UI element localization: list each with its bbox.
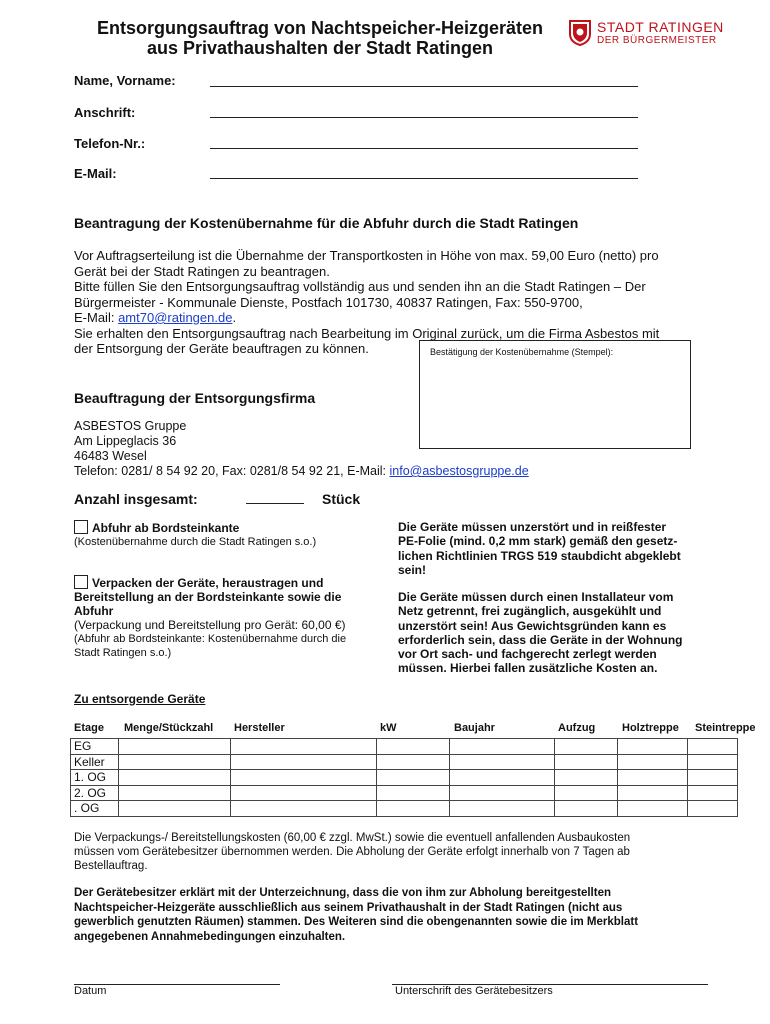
requirement-line: erforderlich sein, dass die Geräte in der Wohnung <box>398 632 683 647</box>
phone-label: Telefon-Nr.: <box>74 136 146 151</box>
date-label: Datum <box>74 985 107 997</box>
stamp-label: Bestätigung der Kostenübernahme (Stempel): <box>430 347 614 357</box>
requirement-line: sein! <box>398 562 427 577</box>
name-label: Name, Vorname: <box>74 73 176 88</box>
notice-line: Bestellauftrag. <box>74 860 148 872</box>
row-floor-label: . OG <box>71 801 119 817</box>
packaging-requirements <box>398 520 728 577</box>
total-count-label: Anzahl insgesamt: <box>74 491 198 507</box>
row-floor-label: 1. OG <box>71 770 119 786</box>
table-cell[interactable] <box>555 801 618 817</box>
declaration-line: angegebenen Annahmebedingungen einzuhalten. <box>74 930 346 943</box>
table-row <box>71 770 738 786</box>
row-floor-label: 2. OG <box>71 785 119 801</box>
table-cell[interactable] <box>118 754 230 770</box>
notice-line: Die Verpackungs-/ Bereitstellungskosten (60,00 € zzgl. MwSt.) sowie die eventuell anfallenden Ausbaukosten <box>74 832 631 844</box>
table-cell[interactable] <box>688 770 738 786</box>
table-row <box>71 785 738 801</box>
unit-label: Stück <box>322 491 361 507</box>
cost-notice <box>74 831 744 873</box>
packing-note-1: (Verpackung und Bereitstellung pro Gerät: 60,00 €) <box>74 618 346 632</box>
table-cell[interactable] <box>376 785 450 801</box>
table-cell[interactable] <box>618 739 688 755</box>
table-cell[interactable] <box>230 754 376 770</box>
address-label: Anschrift: <box>74 105 136 120</box>
table-cell[interactable] <box>230 801 376 817</box>
table-cell[interactable] <box>618 801 688 817</box>
email-suffix: . <box>232 310 237 325</box>
packing-checkbox[interactable] <box>74 575 88 589</box>
table-cell[interactable] <box>555 785 618 801</box>
table-cell[interactable] <box>450 801 555 817</box>
signature-label: Unterschrift des Gerätebesitzers <box>395 985 553 997</box>
curbside-label: Abfuhr ab Bordsteinkante <box>92 521 240 535</box>
owner-declaration <box>74 886 744 944</box>
curbside-checkbox[interactable] <box>74 520 88 534</box>
table-cell[interactable] <box>555 770 618 786</box>
requirement-line: unzerstört sein! Aus Gewichtsgründen kann es <box>398 618 667 633</box>
table-cell[interactable] <box>230 739 376 755</box>
requirement-line: Die Geräte müssen durch einen Installateur vom <box>398 590 674 604</box>
email-label: E-Mail: <box>74 166 117 181</box>
table-cell[interactable] <box>118 739 230 755</box>
company-name: ASBESTOS Gruppe <box>74 419 187 433</box>
cost-text-line: Bitte füllen Sie den Entsorgungsauftrag vollständig aus und senden ihn an die Stadt Ratingen – Der <box>74 279 646 294</box>
table-cell[interactable] <box>688 785 738 801</box>
table-cell[interactable] <box>688 754 738 770</box>
table-cell[interactable] <box>618 770 688 786</box>
city-logo <box>569 20 749 46</box>
table-row <box>71 739 738 755</box>
table-cell[interactable] <box>450 739 555 755</box>
title-line-1: Entsorgungsauftrag von Nachtspeicher-Heizgeräten <box>96 18 544 38</box>
table-cell[interactable] <box>688 739 738 755</box>
requirement-line: müssen. Hierbei fallen zusätzliche Kosten an. <box>398 661 658 676</box>
table-cell[interactable] <box>230 785 376 801</box>
devices-heading: Zu entsorgende Geräte <box>74 692 206 706</box>
option-curbside <box>74 520 384 550</box>
table-cell[interactable] <box>450 754 555 770</box>
table-cell[interactable] <box>376 801 450 817</box>
installation-requirements <box>398 590 728 676</box>
row-floor-label: Keller <box>71 754 119 770</box>
table-row <box>71 801 738 817</box>
packing-note-2: (Abfuhr ab Bordsteinkante: Kostenübernahme durch die <box>74 633 347 645</box>
col-header-wood-stairs: Holztreppe <box>622 722 679 734</box>
cost-text-line: Vor Auftragserteilung ist die Übernahme der Transportkosten in Höhe von max. 59,00 Euro (netto) pro <box>74 248 659 263</box>
col-header-kw: kW <box>380 722 397 734</box>
requirement-line: Netz getrennt, frei zugänglich, ausgekühlt und <box>398 604 662 619</box>
phone-field[interactable] <box>210 148 638 149</box>
devices-table <box>70 738 738 817</box>
table-cell[interactable] <box>230 770 376 786</box>
company-section-heading: Beauftragung der Entsorgungsfirma <box>74 390 316 406</box>
requirement-line: Die Geräte müssen unzerstört und in reißfester <box>398 520 667 534</box>
table-cell[interactable] <box>376 739 450 755</box>
address-field[interactable] <box>210 117 638 118</box>
col-header-stone-stairs: Steintreppe <box>695 722 756 734</box>
table-cell[interactable] <box>618 785 688 801</box>
notice-line: müssen vom Gerätebesitzer übernommen werden. Die Abholung der Geräte erfolgt innerhalb von 7 Tagen ab <box>74 846 630 858</box>
table-cell[interactable] <box>376 770 450 786</box>
company-contact <box>74 464 724 479</box>
email-prefix: E-Mail: <box>74 310 119 325</box>
company-city: 46483 Wesel <box>74 449 147 463</box>
document-title <box>70 18 570 58</box>
cost-email-line <box>74 310 724 326</box>
coat-of-arms-icon <box>569 20 591 46</box>
cost-section-heading: Beantragung der Kostenübernahme für die Abfuhr durch die Stadt Ratingen <box>74 215 579 231</box>
option-packing <box>74 575 394 660</box>
cost-text-line: der Entsorgung der Geräte beauftragen zu können. <box>74 341 369 356</box>
declaration-line: gewerblich genutzten Räumen) stammen. Des Weiteren sind die obengenannten sowie die im Merkblatt <box>74 916 639 928</box>
table-cell[interactable] <box>376 754 450 770</box>
col-header-etage: Etage <box>74 722 104 734</box>
packing-label-2: Bereitstellung an der Bordsteinkante sowie die <box>74 590 342 604</box>
company-street: Am Lippeglacis 36 <box>74 434 177 448</box>
company-contact-text: Telefon: 0281/ 8 54 92 20, Fax: 0281/8 54 92 21, E-Mail: <box>74 464 390 478</box>
table-cell[interactable] <box>688 801 738 817</box>
table-cell[interactable] <box>555 754 618 770</box>
cost-text-line: Gerät bei der Stadt Ratingen zu beantragen. <box>74 263 330 279</box>
col-header-elevator: Aufzug <box>558 722 596 734</box>
email-field[interactable] <box>210 178 638 179</box>
table-cell[interactable] <box>118 770 230 786</box>
requirement-line: PE-Folie (mind. 0,2 mm stark) gemäß den gesetz- <box>398 534 678 549</box>
curbside-note: (Kostenübernahme durch die Stadt Ratingen s.o.) <box>74 536 317 548</box>
requirement-line: lichen Richtlinien TRGS 519 staubdicht abgeklebt <box>398 548 681 563</box>
table-cell[interactable] <box>555 739 618 755</box>
table-cell[interactable] <box>118 801 230 817</box>
city-email-link[interactable]: amt70@ratingen.de <box>118 310 233 325</box>
col-header-quantity: Menge/Stückzahl <box>124 722 214 734</box>
col-header-year: Baujahr <box>454 722 495 734</box>
table-row <box>71 754 738 770</box>
table-cell[interactable] <box>450 785 555 801</box>
declaration-line: Der Gerätebesitzer erklärt mit der Unterzeichnung, dass die von ihm zur Abholung bereitgestellten <box>74 887 611 899</box>
packing-label-1: Verpacken der Geräte, heraustragen und <box>92 576 324 590</box>
name-field[interactable] <box>210 86 638 87</box>
table-cell[interactable] <box>450 770 555 786</box>
table-cell[interactable] <box>118 785 230 801</box>
company-email-link[interactable]: info@asbestosgruppe.de <box>389 464 529 478</box>
requirement-line: vor Ort sach- und fachgerecht zerlegt werden <box>398 647 657 662</box>
company-address <box>74 419 724 479</box>
cost-text-line: Sie erhalten den Entsorgungsauftrag nach Bearbeitung im Original zurück, um die Firma Asbestos mit <box>74 325 660 341</box>
cost-text-line: Bürgermeister - Kommunale Dienste, Postfach 101730, 40837 Ratingen, Fax: 550-9700, <box>74 294 583 310</box>
logo-text-city: STADT RATINGEN <box>597 19 724 35</box>
declaration-line: Nachtspeicher-Heizgeräte ausschließlich aus seinem Privathaushalt in der Stadt Ratingen (nicht aus <box>74 901 623 914</box>
packing-label-3: Abfuhr <box>74 604 114 618</box>
total-count-field[interactable] <box>246 503 304 504</box>
row-floor-label: EG <box>71 739 119 755</box>
logo-text-mayor: DER BÜRGERMEISTER <box>597 35 717 46</box>
table-cell[interactable] <box>618 754 688 770</box>
packing-note-3: Stadt Ratingen s.o.) <box>74 646 172 659</box>
col-header-manufacturer: Hersteller <box>234 722 285 734</box>
title-line-2: aus Privathaushalten der Stadt Ratingen <box>146 38 494 58</box>
